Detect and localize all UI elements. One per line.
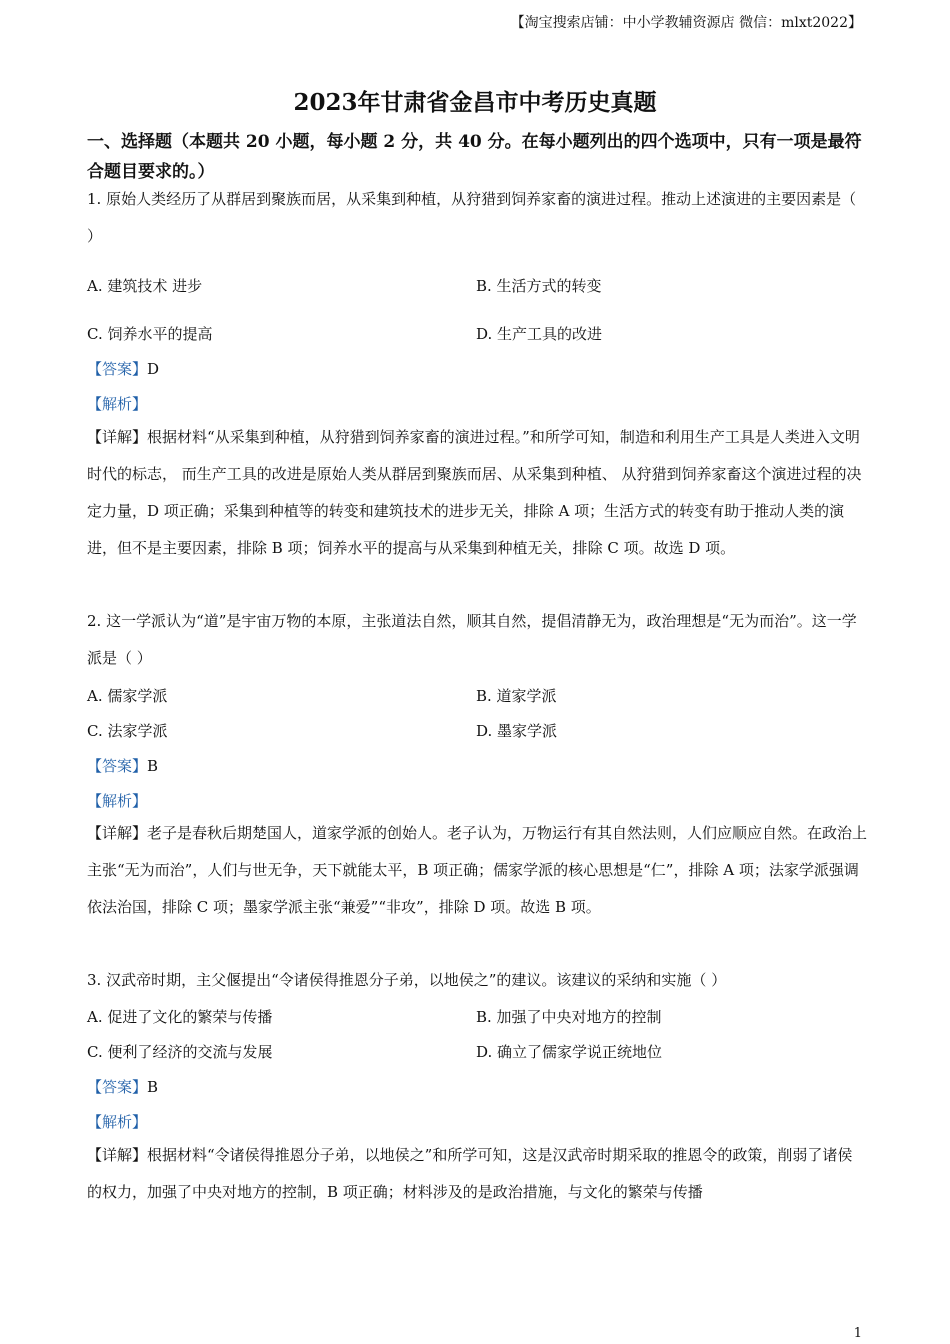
question-1-stem: 1. 原始人类经历了从群居到聚族而居，从采集到种植，从狩猎到饲养家畜的演进过程。推动上述演进的主要因素是（ ） [87,190,857,245]
q3-detail: 【详解】根据材料“令诸侯得推恩分子弟，以地侯之”和所学可知，这是汉武帝时期采取的推恩令的政策，削弱了诸侯的权力，加强了中央对地方的控制，B 项正确；材料涉及的是政治措施，与文化的繁荣与传播 [87,1146,853,1201]
q1-option-d[interactable]: D. 生产工具的改进 [476,325,603,343]
q2-detail: 【详解】老子是春秋后期楚国人，道家学派的创始人。老子认为，万物运行有其自然法则，人们应顺应自然。在政治上主张“无为而治”，人们与世无争，天下就能太平，B 项正确；儒家学派的核心思想是“仁”，排除 A 项；法家学派强调依法治国，排除 C 项；墨家学派主张“兼爱”“非攻”，排除 D 项。故选 B 项。 [87,824,868,916]
q3-answer [87,1076,158,1097]
q2-answer [87,755,158,776]
q3-option-d[interactable]: D. 确立了儒家学说正统地位 [476,1043,663,1061]
q1-answer [87,358,159,379]
answer-tag: 【答案】 [87,1078,148,1096]
page-number: 1 [853,1326,862,1341]
answer-tag: 【答案】 [87,360,148,378]
q3-option-b[interactable]: B. 加强了中央对地方的控制 [476,1008,662,1026]
q2-option-a[interactable]: A. 儒家学派 [87,687,168,705]
analysis-tag: 【解析】 [87,395,148,413]
q1-option-b[interactable]: B. 生活方式的转变 [476,277,602,295]
page-title: 2023年甘肃省金昌市中考历史真题 [293,89,657,116]
q1-answer-value: D [147,360,160,378]
q3-option-a[interactable]: A. 促进了文化的繁荣与传播 [87,1008,273,1026]
q2-option-d[interactable]: D. 墨家学派 [476,722,558,740]
q1-analysis [87,393,147,414]
question-2-stem: 2. 这一学派认为“道”是宇宙万物的本原，主张道法自然，顺其自然，提倡清静无为，政治理想是“无为而治”。这一学派是（ ） [87,612,857,667]
question-3-stem: 3. 汉武帝时期，主父偃提出“令诸侯得推恩分子弟，以地侯之”的建议。该建议的采纳和实施（ ） [87,971,727,989]
q3-answer-value: B [147,1078,159,1096]
q2-option-b[interactable]: B. 道家学派 [476,687,557,705]
q3-analysis [87,1111,147,1132]
analysis-tag: 【解析】 [87,792,148,810]
analysis-tag: 【解析】 [87,1113,148,1131]
q1-option-a[interactable]: A. 建筑技术 进步 [87,277,203,295]
q1-detail: 【详解】根据材料“从采集到种植，从狩猎到饲养家畜的演进过程。”和所学可知，制造和利用生产工具是人类进入文明时代的标志， 而生产工具的改进是原始人类从群居到聚族而居、从采集到种植、 从狩猎到饲养家畜这个演进过程的决定力量，D 项正确；采集到种植等的转变和建筑技术的进步无关，排除 A 项；生活方式的转变有助于推动人类的演进，但不是主要因素，排除 B 项；饲养水平的提高与从采集到种植无关，排除 C 项。故选 D 项。 [87,428,862,557]
q2-option-c[interactable]: C. 法家学派 [87,722,168,740]
answer-tag: 【答案】 [87,757,148,775]
q2-analysis [87,790,147,811]
q2-answer-value: B [147,757,159,775]
q1-option-c[interactable]: C. 饲养水平的提高 [87,325,213,343]
section-heading: 一、选择题（本题共 20 小题，每小题 2 分，共 40 分。在每小题列出的四个选项中，只有一项是最符合题目要求的。） [87,132,862,182]
q3-option-c[interactable]: C. 便利了经济的交流与发展 [87,1043,273,1061]
header-note: 【淘宝搜索店铺：中小学教辅资源店 微信：mlxt2022】 [510,15,862,31]
